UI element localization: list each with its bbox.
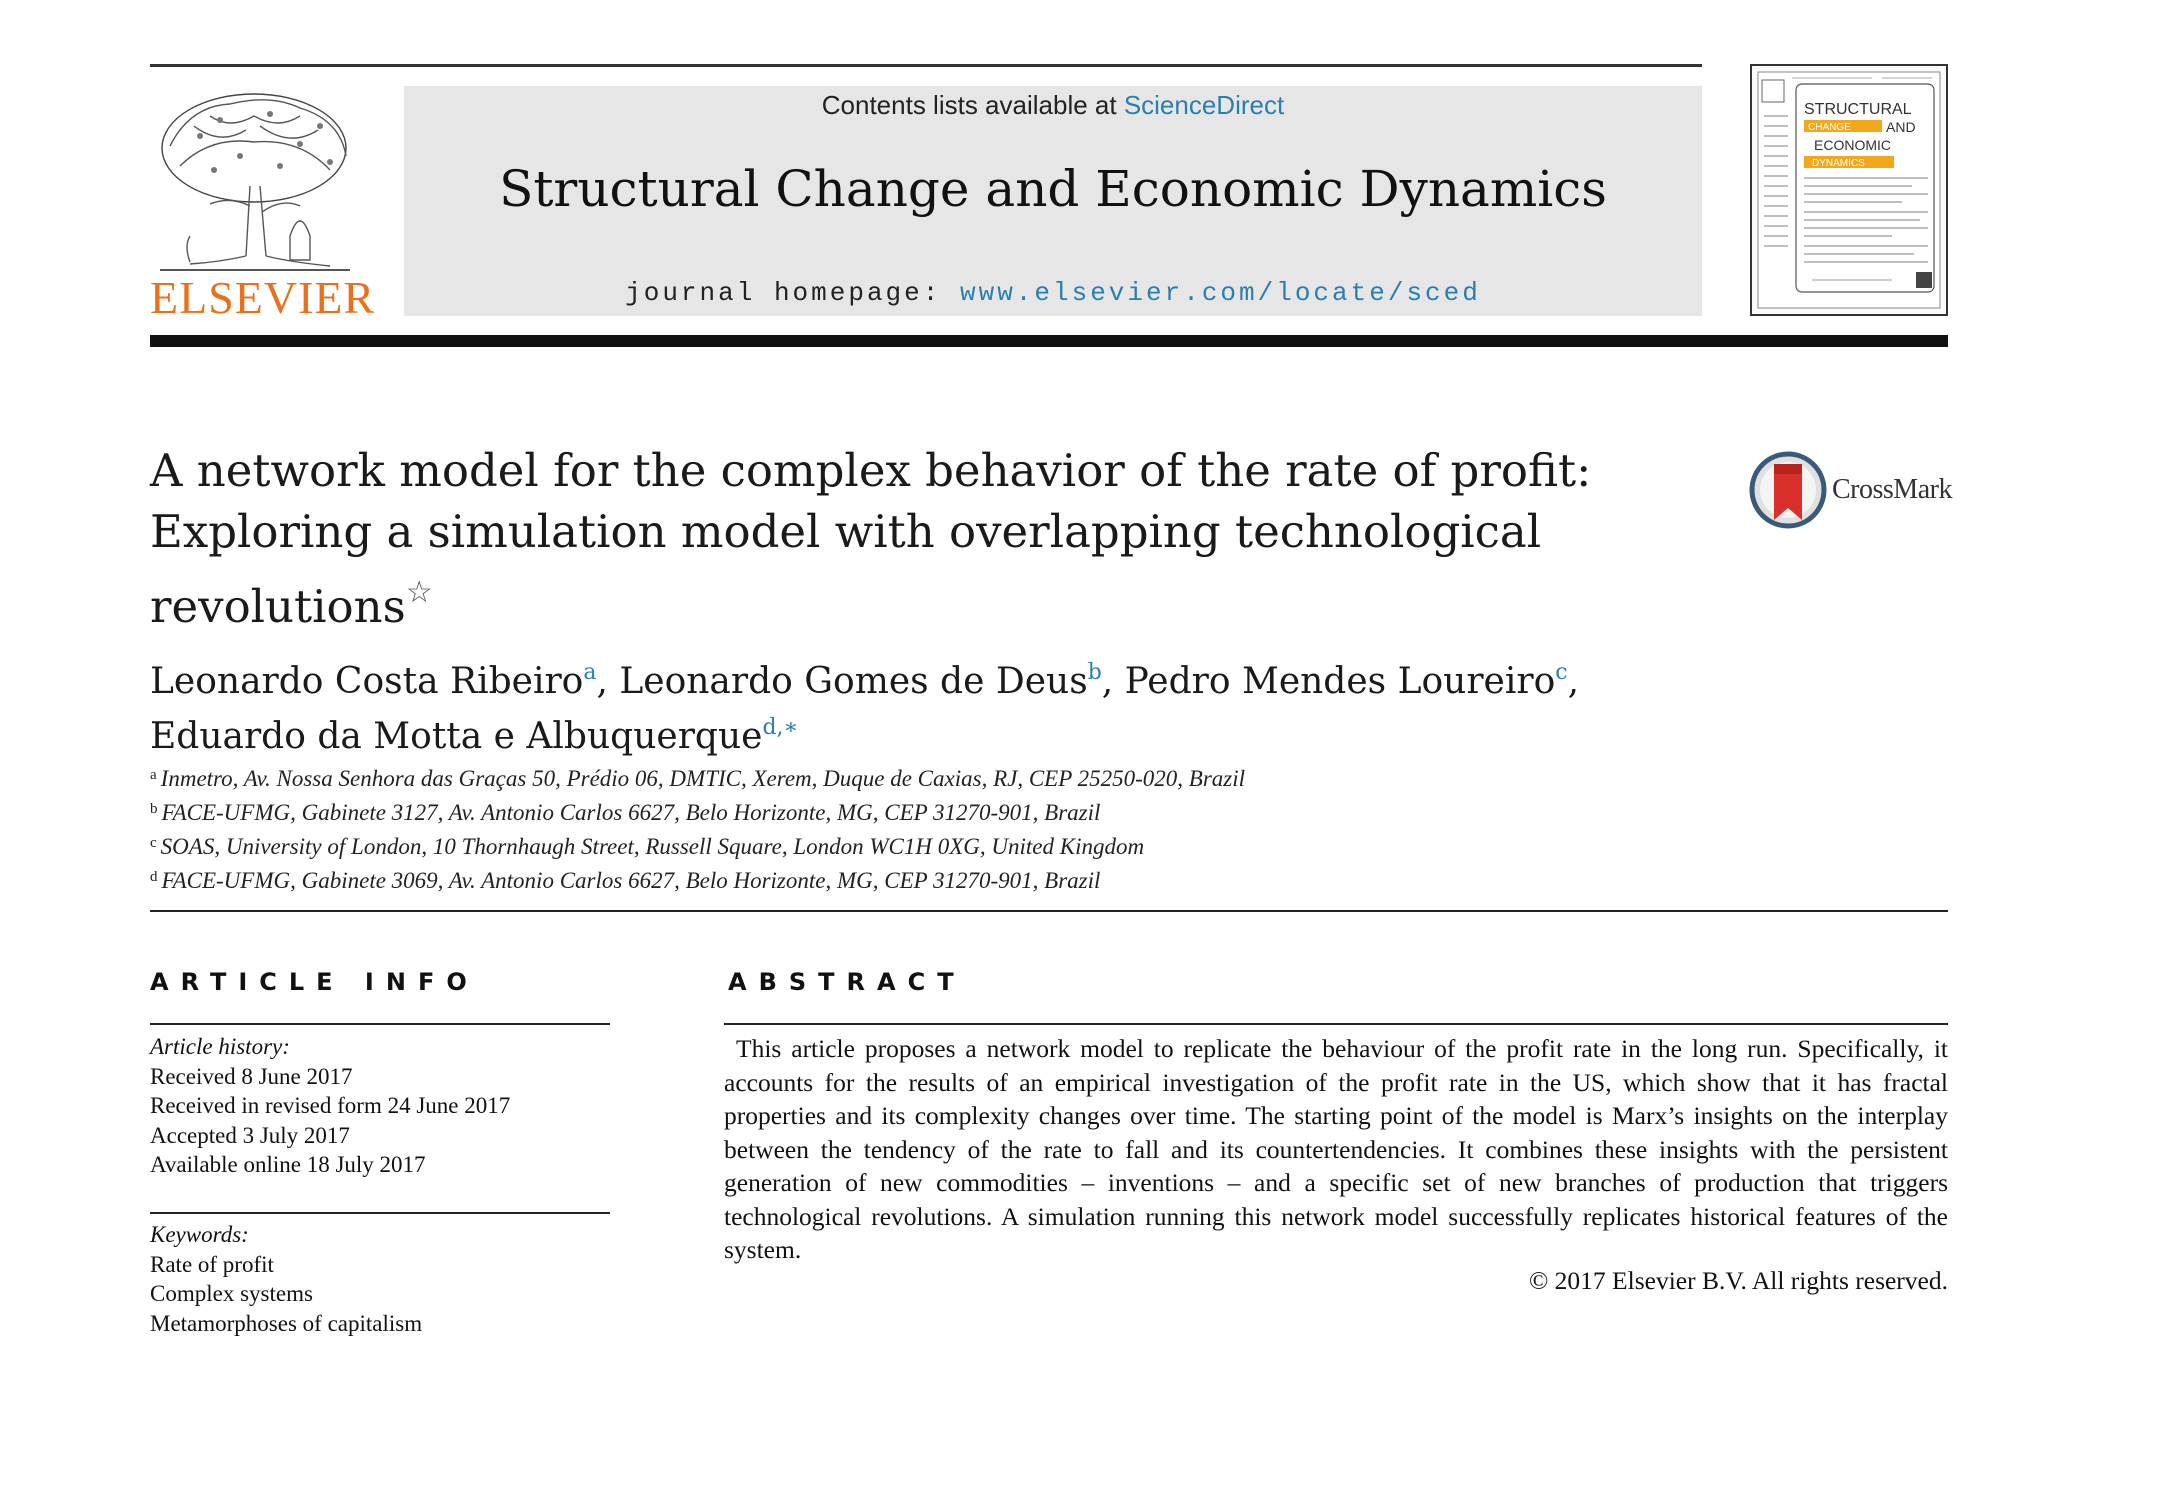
sciencedirect-link[interactable]: ScienceDirect: [1123, 90, 1285, 120]
journal-banner: [404, 86, 1702, 316]
affiliation-key: d: [150, 869, 158, 885]
affiliation-item: [150, 828, 1650, 862]
article-history: [150, 1032, 610, 1180]
abstract-heading: ABSTRACT: [728, 968, 966, 996]
copyright-notice: © 2017 Elsevier B.V. All rights reserved.: [1528, 1266, 1948, 1295]
author-separator: ,: [1101, 661, 1125, 702]
article-info-rule: [150, 1023, 610, 1025]
author-line-2: [150, 705, 1650, 760]
author-name[interactable]: Leonardo Gomes de Deus: [619, 661, 1088, 702]
cover-title-line-5: DYNAMICS: [1812, 158, 1865, 169]
author-line-1: [150, 650, 1650, 705]
cover-title-line-3: AND: [1886, 119, 1916, 135]
article-history-label: Article history:: [150, 1034, 290, 1059]
keywords-label: Keywords:: [150, 1222, 249, 1247]
affiliation-list: [150, 760, 1650, 896]
affiliation-text: FACE-UFMG, Gabinete 3069, Av. Antonio Carlos 6627, Belo Horizonte, MG, CEP 31270-901, Brazil: [161, 868, 1101, 893]
affiliation-item: [150, 794, 1650, 828]
title-line-3-text: revolutions: [150, 580, 406, 633]
author-affil-sup[interactable]: b: [1087, 660, 1102, 685]
title-footnote-star[interactable]: ☆: [405, 575, 433, 610]
homepage-link[interactable]: www.elsevier.com/locate/sced: [959, 278, 1481, 308]
affiliation-key: b: [150, 801, 158, 817]
author-name[interactable]: Leonardo Costa Ribeiro: [150, 661, 584, 702]
journal-cover-thumbnail[interactable]: [1750, 64, 1948, 316]
section-divider: [150, 910, 1948, 912]
history-item: Accepted 3 July 2017: [150, 1122, 350, 1148]
publisher-name: ELSEVIER: [150, 272, 376, 323]
author-name[interactable]: Pedro Mendes Loureiro: [1124, 661, 1556, 702]
header-bottom-rule: [150, 335, 1948, 347]
title-line-3: [150, 562, 1600, 637]
author-separator: ,: [1567, 661, 1580, 702]
keyword-item: Metamorphoses of capitalism: [150, 1310, 423, 1336]
article-info-heading: ARTICLE INFO: [150, 968, 479, 996]
journal-title: Structural Change and Economic Dynamics: [499, 160, 1607, 218]
contents-line: [404, 90, 1702, 121]
author-affil-sup[interactable]: c: [1555, 660, 1568, 685]
affiliation-text: Inmetro, Av. Nossa Senhora das Graças 50, Prédio 06, DMTIC, Xerem, Duque de Caxias, RJ, CEP 25250-020, Brazil: [160, 766, 1245, 791]
keywords: [150, 1220, 610, 1338]
author-affil-sup[interactable]: a: [583, 660, 597, 685]
keyword-item: Rate of profit: [150, 1251, 274, 1277]
homepage-line: [404, 278, 1702, 308]
crossmark-label: CrossMark: [1832, 474, 1952, 505]
affiliation-text: FACE-UFMG, Gabinete 3127, Av. Antonio Carlos 6627, Belo Horizonte, MG, CEP 31270-901, Brazil: [161, 800, 1101, 825]
elsevier-logo[interactable]: [150, 86, 376, 324]
author-separator: ,: [596, 661, 620, 702]
cover-title-line-1: STRUCTURAL: [1804, 101, 1912, 118]
author-list: [150, 650, 1650, 760]
affiliation-item: [150, 760, 1650, 794]
history-item: Available online 18 July 2017: [150, 1152, 426, 1177]
history-item: Received in revised form 24 June 2017: [150, 1093, 511, 1118]
affiliation-key: a: [150, 767, 157, 783]
header-top-rule: [150, 64, 1702, 67]
cover-title-line-2: CHANGE: [1808, 122, 1851, 133]
article-title: [150, 440, 1600, 637]
author-name[interactable]: Eduardo da Motta e Albuquerque: [150, 716, 763, 757]
abstract-text: This article proposes a network model to replicate the behaviour of the profit rate in the long run. Specifically, it accounts for the results of an empirical investigation of the profit rate in the US, which show that it has fractal properties and its complexity changes over time. The starting point of the model is Marx’s insights on the interplay between the tendency of the rate to fall and its countertendencies. It combines these insights with the persistent generation of new commodities – inventions – and a specific set of new branches of production that triggers technological revolutions. A simulation running this network model successfully replicates historical features of the system.: [724, 1034, 1948, 1264]
history-item: Received 8 June 2017: [150, 1063, 353, 1089]
affiliation-text: SOAS, University of London, 10 Thornhaugh Street, Russell Square, London WC1H 0XG, United Kingdom: [160, 834, 1145, 859]
author-affil-sup[interactable]: d,∗: [762, 715, 799, 740]
keywords-rule: [150, 1212, 610, 1214]
homepage-prefix: journal homepage:: [625, 278, 960, 308]
affiliation-item: [150, 862, 1650, 896]
affiliation-key: c: [150, 835, 157, 851]
crossmark-button[interactable]: [1748, 448, 1958, 534]
abstract-rule: [724, 1023, 1948, 1025]
keyword-item: Complex systems: [150, 1281, 313, 1306]
title-line-2: Exploring a simulation model with overlapping technological: [150, 505, 1542, 558]
title-line-1: A network model for the complex behavior of the rate of profit:: [150, 444, 1592, 497]
cover-title-line-4: ECONOMIC: [1814, 137, 1891, 153]
contents-prefix: Contents lists available at: [821, 90, 1124, 120]
crossmark-icon: [1748, 448, 1828, 534]
journal-cover-image: [1752, 66, 1946, 314]
tree-icon: [150, 86, 358, 276]
